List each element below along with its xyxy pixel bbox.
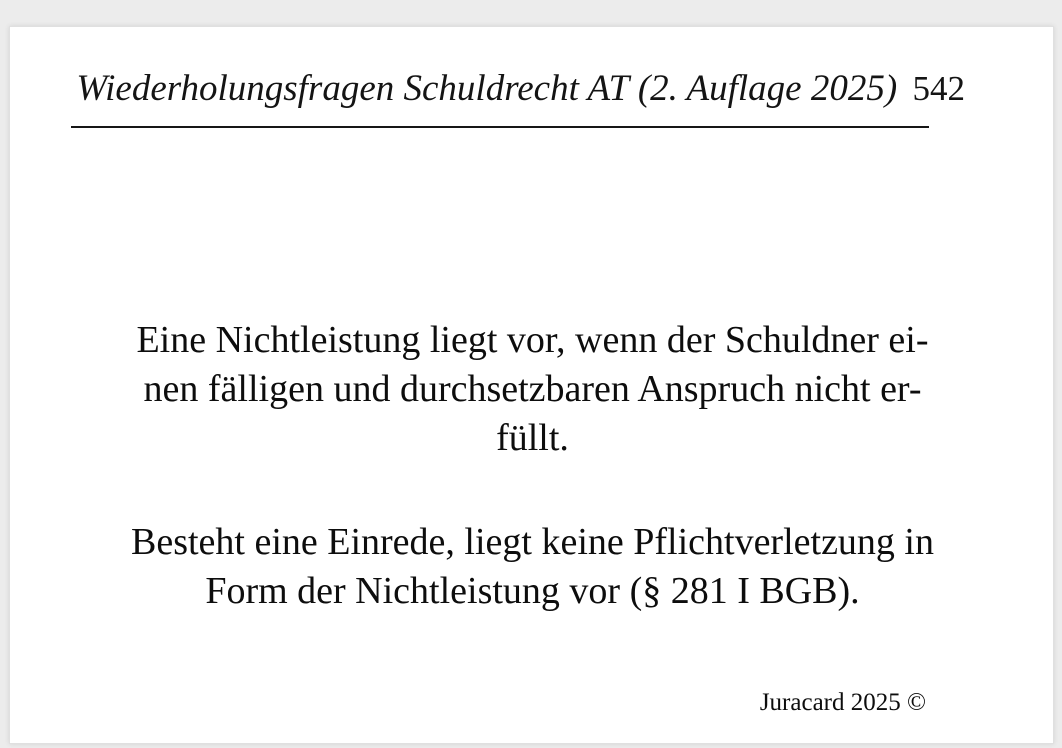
paragraph-einrede	[40, 518, 1025, 616]
card-body	[40, 316, 1025, 616]
header-title: Wiederholungsfragen Schuldrecht AT (2. Auflage 2025)	[76, 68, 898, 109]
copyright-credit: Juracard 2025 ©	[759, 689, 926, 716]
body-text-line: Form der Nichtleistung vor (§ 281 I BGB).	[205, 570, 860, 612]
header-divider	[71, 126, 929, 128]
body-text-line: Eine Nichtleistung liegt vor, wenn der Schuldner ei-	[136, 319, 929, 361]
body-text-line: nen fälligen und durchsetzbaren Anspruch nicht er-	[143, 368, 922, 410]
page-number: 542	[912, 69, 965, 108]
page-header	[71, 67, 965, 110]
paragraph-definition	[40, 316, 1025, 463]
body-text-line: Besteht eine Einrede, liegt keine Pflichtverletzung in	[130, 521, 934, 563]
body-text-line: füllt.	[496, 417, 569, 459]
flashcard-page	[9, 26, 1054, 744]
